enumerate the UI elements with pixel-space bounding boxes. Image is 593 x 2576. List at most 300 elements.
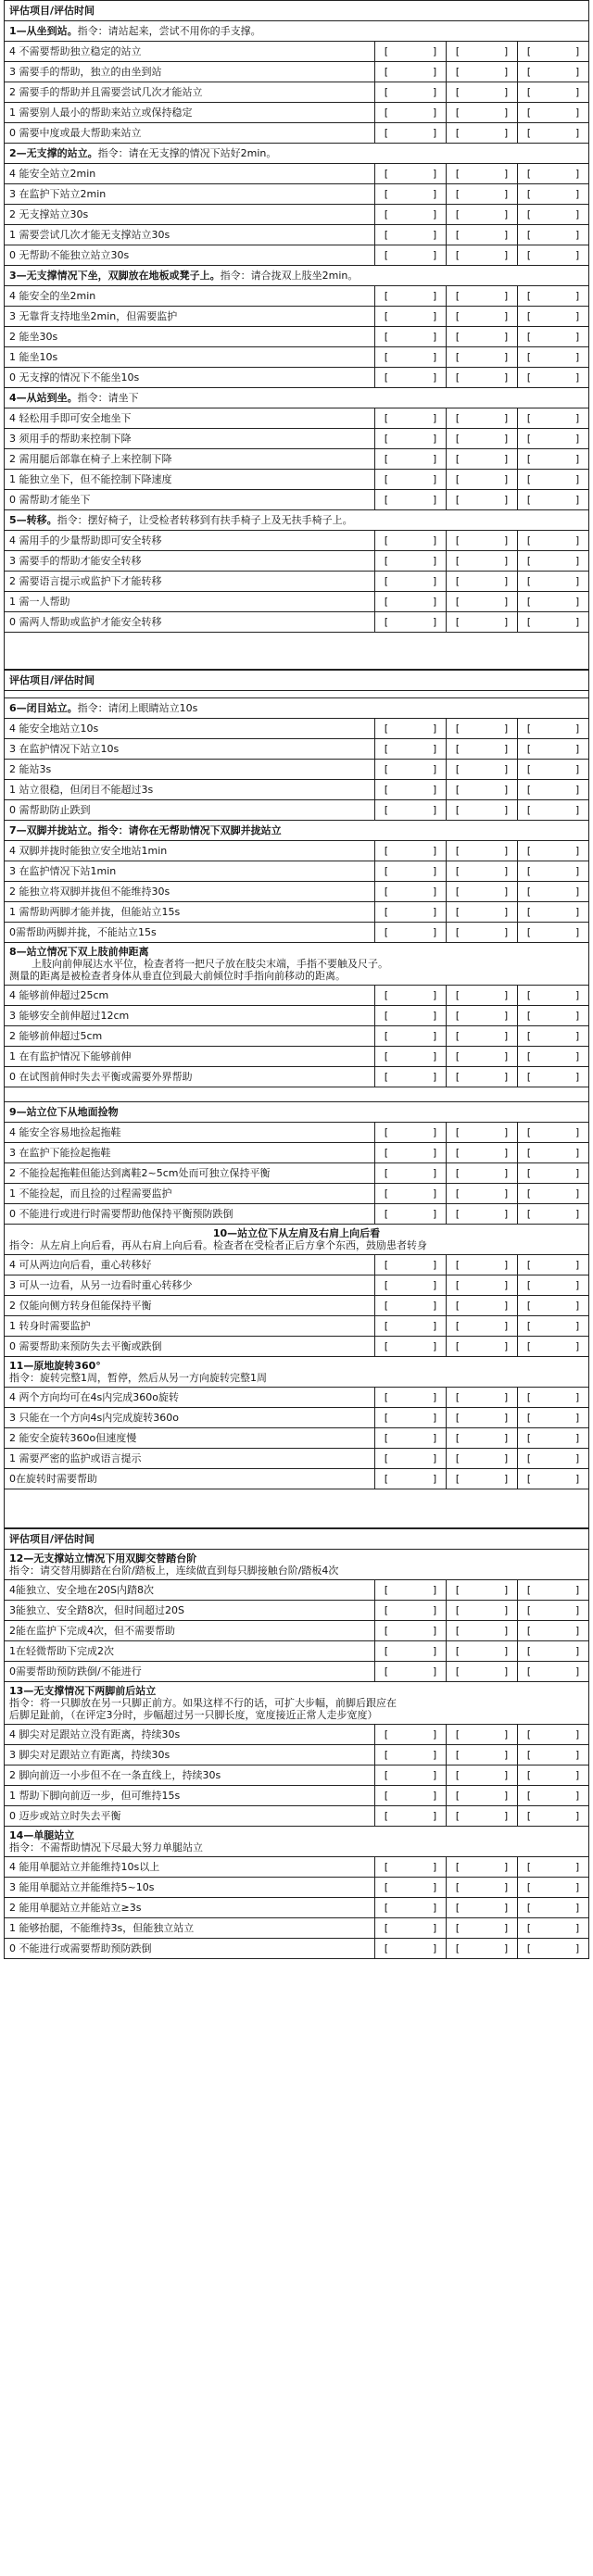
score-box[interactable]: [ ] [447,841,518,861]
score-box[interactable]: [ ] [375,82,447,103]
score-box[interactable]: [ ] [375,1275,447,1296]
item-label: 1 需要尝试几次才能无支撑站立30s [5,225,375,245]
item-label: 0 无帮助不能独立站立30s [5,245,375,266]
score-box[interactable]: [ ] [375,1123,447,1143]
score-box[interactable]: [ ] [375,1047,447,1067]
item-label: 0 需帮助才能坐下 [5,490,375,510]
score-box[interactable]: [ ] [447,103,518,123]
score-box[interactable]: [ ] [518,1388,589,1408]
score-box[interactable]: [ ] [518,449,589,470]
item-label: 3 可从一边看，从另一边看时重心转移少 [5,1275,375,1296]
spacer [5,691,589,698]
score-box[interactable]: [ ] [375,1316,447,1337]
score-box[interactable]: [ ] [447,1725,518,1745]
item-label: 0需要帮助预防跌倒/不能进行 [5,1662,375,1682]
score-box[interactable]: [ ] [518,347,589,368]
item-label: 2 需要手的帮助并且需要尝试几次才能站立 [5,82,375,103]
score-box[interactable]: [ ] [518,1184,589,1204]
score-box[interactable]: [ ] [375,1766,447,1786]
score-box[interactable]: [ ] [447,1898,518,1918]
score-box[interactable]: [ ] [375,1878,447,1898]
section-8-title: 8—站立情况下双上肢前伸距离 上肢向前伸展达水平位，检查者将一把尺子放在肢尖末端，手指不要触及尺子。 测量的距离是被检查者身体从垂直位到最大前倾位时手指向前移动的距离。 [5,943,589,986]
item-label: 1 在有监护情况下能够前伸 [5,1047,375,1067]
score-box[interactable]: [ ] [447,327,518,347]
score-box[interactable]: [ ] [447,780,518,800]
score-box[interactable]: [ ] [375,1857,447,1878]
score-box[interactable]: [ ] [375,1296,447,1316]
score-box[interactable]: [ ] [518,882,589,902]
section-13-title: 13—无支撑情况下两脚前后站立 指令：将一只脚放在另一只脚正前方。如果这样不行的话，可扩大步幅，前脚后跟应在 后脚足趾前，（在评定3分时，步幅超过另一只脚长度，宽度接近正常人走步宽度） [5,1682,589,1725]
score-box[interactable]: [ ] [375,1143,447,1163]
score-box[interactable]: [ ] [518,800,589,821]
item-label: 1 能独立坐下，但不能控制下降速度 [5,470,375,490]
score-box[interactable]: [ ] [447,205,518,225]
score-box[interactable]: [ ] [375,841,447,861]
score-box[interactable]: [ ] [518,1766,589,1786]
score-box[interactable]: [ ] [518,923,589,943]
score-box[interactable]: [ ] [375,1026,447,1047]
score-box[interactable]: [ ] [518,1725,589,1745]
score-box[interactable]: [ ] [518,1580,589,1601]
section-9-title: 9—站立位下从地面捡物 [5,1102,589,1123]
score-box[interactable]: [ ] [447,1006,518,1026]
score-box[interactable]: [ ] [518,62,589,82]
score-box[interactable]: [ ] [375,882,447,902]
score-box[interactable]: [ ] [447,592,518,612]
score-box[interactable]: [ ] [375,1204,447,1225]
score-box[interactable]: [ ] [518,1123,589,1143]
item-label: 4 需用手的少量帮助即可安全转移 [5,531,375,551]
section-10-title: 10—站立位下从左肩及右肩上向后看 指令：从左肩上向后看，再从右肩上向后看。检查者在受检者正后方拿个东西，鼓励患者转身 [5,1225,589,1255]
score-box[interactable]: [ ] [375,1939,447,1959]
score-box[interactable]: [ ] [447,1143,518,1163]
section-6-title: 6—闭目站立。指令：请闭上眼睛站立10s [5,698,589,719]
score-box[interactable]: [ ] [518,286,589,307]
score-box[interactable]: [ ] [375,923,447,943]
score-box[interactable]: [ ] [447,1469,518,1489]
item-label: 2 能用单腿站立并能站立≥3s [5,1898,375,1918]
score-box[interactable]: [ ] [447,612,518,633]
item-label: 0 不能进行或进行时需要帮助他保持平衡预防跌倒 [5,1204,375,1225]
score-box[interactable]: [ ] [447,1766,518,1786]
score-box[interactable]: [ ] [518,1806,589,1827]
score-box[interactable]: [ ] [375,1163,447,1184]
item-label: 3 在监护情况下站1min [5,861,375,882]
score-box[interactable]: [ ] [447,1806,518,1827]
score-box[interactable]: [ ] [447,449,518,470]
score-box[interactable]: [ ] [518,470,589,490]
score-box[interactable]: [ ] [447,1296,518,1316]
score-box[interactable]: [ ] [447,470,518,490]
score-box[interactable]: [ ] [375,368,447,388]
item-label: 3 脚尖对足跟站立有距离，持续30s [5,1745,375,1766]
item-label: 2 脚向前迈一小步但不在一条直线上，持续30s [5,1766,375,1786]
score-box[interactable]: [ ] [447,1408,518,1428]
score-box[interactable]: [ ] [518,902,589,923]
score-box[interactable]: [ ] [447,286,518,307]
item-label: 2 能安全旋转360o但速度慢 [5,1428,375,1449]
score-box[interactable]: [ ] [518,1621,589,1641]
score-box[interactable]: [ ] [375,551,447,572]
score-box[interactable]: [ ] [518,368,589,388]
score-box[interactable]: [ ] [375,739,447,760]
item-label: 2 能站3s [5,760,375,780]
score-box[interactable]: [ ] [447,1918,518,1939]
score-box[interactable]: [ ] [447,408,518,429]
section-12-title: 12—无支撑站立情况下用双脚交替踏台阶 指令：请交替用脚踏在台阶/踏板上，连续做直到每只脚接触台阶/踏板4次 [5,1550,589,1580]
item-label: 3 在监护下站立2min [5,184,375,205]
item-label: 4 脚尖对足跟站立没有距离，持续30s [5,1725,375,1745]
score-box[interactable]: [ ] [375,1745,447,1766]
score-box[interactable]: [ ] [518,327,589,347]
score-box[interactable]: [ ] [518,1786,589,1806]
score-box[interactable]: [ ] [518,1316,589,1337]
item-label: 0 需要中度或最大帮助来站立 [5,123,375,144]
score-box[interactable]: [ ] [375,1469,447,1489]
score-box[interactable]: [ ] [375,1006,447,1026]
score-box[interactable]: [ ] [447,368,518,388]
table-header: 评估项目/评估时间 [5,671,589,691]
score-box[interactable]: [ ] [375,572,447,592]
score-box[interactable]: [ ] [447,225,518,245]
item-label: 1 需一人帮助 [5,592,375,612]
score-box[interactable]: [ ] [447,902,518,923]
score-box[interactable]: [ ] [447,1204,518,1225]
item-label: 2 无支撑站立30s [5,205,375,225]
item-label: 0 需两人帮助或监护才能安全转移 [5,612,375,633]
score-box[interactable]: [ ] [447,1255,518,1275]
item-label: 4能独立、安全地在20S内踏8次 [5,1580,375,1601]
table-header: 评估项目/评估时间 [5,1529,589,1550]
score-box[interactable]: [ ] [375,103,447,123]
score-box[interactable]: [ ] [447,1163,518,1184]
score-box[interactable]: [ ] [518,1641,589,1662]
spacer [5,633,589,670]
section-11-title: 11—原地旋转360° 指令：旋转完整1周，暂停，然后从另一方向旋转完整1周 [5,1357,589,1388]
score-box[interactable]: [ ] [375,1184,447,1204]
score-box[interactable]: [ ] [447,1428,518,1449]
score-box[interactable]: [ ] [447,123,518,144]
score-box[interactable]: [ ] [375,612,447,633]
score-box[interactable]: [ ] [375,719,447,739]
score-box[interactable]: [ ] [518,1337,589,1357]
score-box[interactable]: [ ] [518,42,589,62]
item-label: 2 需用腿后部靠在椅子上来控制下降 [5,449,375,470]
item-label: 1 需要严密的监护或语言提示 [5,1449,375,1469]
score-box[interactable]: [ ] [518,551,589,572]
score-box[interactable]: [ ] [447,1641,518,1662]
score-box[interactable]: [ ] [518,1047,589,1067]
score-box[interactable]: [ ] [518,1601,589,1621]
item-label: 2 能够前伸超过5cm [5,1026,375,1047]
item-label: 0在旋转时需要帮助 [5,1469,375,1489]
spacer [5,1489,589,1528]
score-box[interactable]: [ ] [447,531,518,551]
score-box[interactable]: [ ] [375,62,447,82]
score-box[interactable]: [ ] [375,1255,447,1275]
item-label: 4 能安全站立2min [5,164,375,184]
score-box[interactable]: [ ] [375,490,447,510]
score-box[interactable]: [ ] [375,1918,447,1939]
score-box[interactable]: [ ] [375,1067,447,1087]
score-box[interactable]: [ ] [447,1184,518,1204]
section-3-title: 3—无支撑情况下坐，双脚放在地板或凳子上。指令：请合拢双上肢坐2min。 [5,266,589,286]
score-box[interactable]: [ ] [447,1275,518,1296]
score-box[interactable]: [ ] [447,245,518,266]
score-box[interactable]: [ ] [375,1580,447,1601]
score-box[interactable]: [ ] [375,1388,447,1408]
section-14-title: 14—单腿站立 指令：不需帮助情况下尽最大努力单腿站立 [5,1827,589,1857]
score-box[interactable]: [ ] [518,164,589,184]
item-label: 0 在试图前伸时失去平衡或需要外界帮助 [5,1067,375,1087]
score-box[interactable]: [ ] [518,408,589,429]
score-box[interactable]: [ ] [518,1026,589,1047]
item-label: 4 能安全地站立10s [5,719,375,739]
section-7-title: 7—双脚并拢站立。指令：请你在无帮助情况下双脚并拢站立 [5,821,589,841]
score-box[interactable]: [ ] [447,800,518,821]
score-box[interactable]: [ ] [375,1786,447,1806]
item-label: 3 能用单腿站立并能维持5~10s [5,1878,375,1898]
item-label: 4 可从两边向后看，重心转移好 [5,1255,375,1275]
score-box[interactable]: [ ] [375,449,447,470]
score-box[interactable]: [ ] [518,1296,589,1316]
item-label: 1 转身时需要监护 [5,1316,375,1337]
score-box[interactable]: [ ] [375,1621,447,1641]
score-box[interactable]: [ ] [518,245,589,266]
score-box[interactable]: [ ] [447,1316,518,1337]
score-box[interactable]: [ ] [447,719,518,739]
assessment-table-2 [4,670,589,1528]
item-label: 4 双脚并拢时能独立安全地站1min [5,841,375,861]
section-1-title: 1—从坐到站。指令：请站起来，尝试不用你的手支撑。 [5,21,589,42]
score-box[interactable]: [ ] [375,429,447,449]
score-box[interactable]: [ ] [447,184,518,205]
score-box[interactable]: [ ] [518,103,589,123]
item-label: 0 需要帮助来预防失去平衡或跌倒 [5,1337,375,1357]
score-box[interactable]: [ ] [447,1878,518,1898]
score-box[interactable]: [ ] [375,902,447,923]
score-box[interactable]: [ ] [447,760,518,780]
section-5-title: 5—转移。指令：摆好椅子，让受检者转移到有扶手椅子上及无扶手椅子上。 [5,510,589,531]
score-box[interactable]: [ ] [447,307,518,327]
item-label: 4 轻松用手即可安全地坐下 [5,408,375,429]
score-box[interactable]: [ ] [375,592,447,612]
item-label: 0 迈步或站立时失去平衡 [5,1806,375,1827]
score-box[interactable]: [ ] [447,490,518,510]
item-label: 1在轻微帮助下完成2次 [5,1641,375,1662]
item-label: 2能在监护下完成4次，但不需要帮助 [5,1621,375,1641]
score-box[interactable]: [ ] [518,1469,589,1489]
score-box[interactable]: [ ] [518,1745,589,1766]
item-label: 3 能够安全前伸超过12cm [5,1006,375,1026]
score-box[interactable]: [ ] [518,1255,589,1275]
assessment-table-3 [4,1528,589,1959]
score-box[interactable]: [ ] [518,1143,589,1163]
score-box[interactable]: [ ] [518,1204,589,1225]
score-box[interactable]: [ ] [447,1621,518,1641]
score-box[interactable]: [ ] [375,470,447,490]
score-box[interactable]: [ ] [518,1662,589,1682]
score-box[interactable]: [ ] [447,1939,518,1959]
item-label: 3 需要手的帮助，独立的由坐到站 [5,62,375,82]
score-box[interactable]: [ ] [518,719,589,739]
score-box[interactable]: [ ] [375,800,447,821]
score-box[interactable]: [ ] [518,490,589,510]
score-box[interactable]: [ ] [375,1662,447,1682]
score-box[interactable]: [ ] [518,1918,589,1939]
item-label: 3 无靠背支持地坐2min，但需要监护 [5,307,375,327]
score-box[interactable]: [ ] [518,572,589,592]
score-box[interactable]: [ ] [447,1580,518,1601]
score-box[interactable]: [ ] [375,347,447,368]
assessment-table-1 [4,0,589,670]
item-label: 4 不需要帮助独立稳定的站立 [5,42,375,62]
score-box[interactable]: [ ] [518,760,589,780]
score-box[interactable]: [ ] [375,986,447,1006]
score-box[interactable]: [ ] [518,184,589,205]
item-label: 3 须用手的帮助来控制下降 [5,429,375,449]
item-label: 4 能安全的坐2min [5,286,375,307]
score-box[interactable]: [ ] [375,1408,447,1428]
score-box[interactable]: [ ] [447,347,518,368]
item-label: 4 能安全容易地捡起拖鞋 [5,1123,375,1143]
item-label: 2 需要语言提示或监护下才能转移 [5,572,375,592]
item-label: 0需帮助两脚并拢，不能站立15s [5,923,375,943]
score-box[interactable]: [ ] [375,531,447,551]
score-box[interactable]: [ ] [518,1275,589,1296]
score-box[interactable]: [ ] [375,780,447,800]
score-box[interactable]: [ ] [518,1857,589,1878]
score-box[interactable]: [ ] [518,739,589,760]
score-box[interactable]: [ ] [518,1006,589,1026]
score-box[interactable]: [ ] [447,1026,518,1047]
score-box[interactable]: [ ] [447,1786,518,1806]
score-box[interactable]: [ ] [447,1745,518,1766]
item-label: 3 只能在一个方向4s内完成旋转360o [5,1408,375,1428]
score-box[interactable]: [ ] [447,164,518,184]
score-box[interactable]: [ ] [518,1428,589,1449]
item-label: 1 能够抬腿，不能维持3s，但能独立站立 [5,1918,375,1939]
item-label: 1 站立很稳，但闭目不能超过3s [5,780,375,800]
score-box[interactable]: [ ] [375,1641,447,1662]
score-box[interactable]: [ ] [375,1898,447,1918]
score-box[interactable]: [ ] [447,1047,518,1067]
score-box[interactable]: [ ] [375,205,447,225]
score-box[interactable]: [ ] [375,408,447,429]
score-box[interactable]: [ ] [447,1067,518,1087]
item-label: 4 能够前伸超过25cm [5,986,375,1006]
score-box[interactable]: [ ] [518,1939,589,1959]
item-label: 3 在监护下能捡起拖鞋 [5,1143,375,1163]
item-label: 1 帮助下脚向前迈一步，但可维持15s [5,1786,375,1806]
item-label: 0 无支撑的情况下不能坐10s [5,368,375,388]
score-box[interactable]: [ ] [375,286,447,307]
score-box[interactable]: [ ] [375,1449,447,1469]
score-box[interactable]: [ ] [375,123,447,144]
score-box[interactable]: [ ] [447,82,518,103]
score-box[interactable]: [ ] [518,531,589,551]
spacer [5,1087,589,1102]
score-box[interactable]: [ ] [375,164,447,184]
score-box[interactable]: [ ] [518,861,589,882]
item-label: 3 在监护情况下站立10s [5,739,375,760]
score-box[interactable]: [ ] [518,612,589,633]
score-box[interactable]: [ ] [375,184,447,205]
score-box[interactable]: [ ] [447,429,518,449]
score-box[interactable]: [ ] [518,841,589,861]
score-box[interactable]: [ ] [375,1601,447,1621]
score-box[interactable]: [ ] [518,123,589,144]
score-box[interactable]: [ ] [447,986,518,1006]
score-box[interactable]: [ ] [447,572,518,592]
item-label: 0 需帮助防止跌到 [5,800,375,821]
score-box[interactable]: [ ] [447,1123,518,1143]
score-box[interactable]: [ ] [447,1601,518,1621]
item-label: 2 能独立将双脚并拢但不能维持30s [5,882,375,902]
item-label: 2 能坐30s [5,327,375,347]
berg-balance-form [4,0,589,1959]
score-box[interactable]: [ ] [518,1163,589,1184]
score-box[interactable]: [ ] [518,986,589,1006]
score-box[interactable]: [ ] [375,1428,447,1449]
item-label: 4 两个方向均可在4s内完成360o旋转 [5,1388,375,1408]
score-box[interactable]: [ ] [447,739,518,760]
score-box[interactable]: [ ] [518,82,589,103]
score-box[interactable]: [ ] [518,307,589,327]
item-label: 2 仅能向侧方转身但能保持平衡 [5,1296,375,1316]
score-box[interactable]: [ ] [375,327,447,347]
score-box[interactable]: [ ] [375,42,447,62]
score-box[interactable]: [ ] [518,225,589,245]
score-box[interactable]: [ ] [375,307,447,327]
score-box[interactable]: [ ] [375,1337,447,1357]
score-box[interactable]: [ ] [447,1337,518,1357]
score-box[interactable]: [ ] [375,1725,447,1745]
score-box[interactable]: [ ] [375,861,447,882]
score-box[interactable]: [ ] [447,1449,518,1469]
score-box[interactable]: [ ] [375,225,447,245]
score-box[interactable]: [ ] [447,861,518,882]
item-label: 3 需要手的帮助才能安全转移 [5,551,375,572]
score-box[interactable]: [ ] [447,42,518,62]
score-box[interactable]: [ ] [518,1067,589,1087]
score-box[interactable]: [ ] [518,205,589,225]
score-box[interactable]: [ ] [447,1388,518,1408]
score-box[interactable]: [ ] [447,62,518,82]
item-label: 3能独立、安全踏8次，但时间超过20S [5,1601,375,1621]
score-box[interactable]: [ ] [375,1806,447,1827]
score-box[interactable]: [ ] [518,1449,589,1469]
score-box[interactable]: [ ] [447,1662,518,1682]
item-label: 1 需要别人最小的帮助来站立或保持稳定 [5,103,375,123]
score-box[interactable]: [ ] [447,551,518,572]
score-box[interactable]: [ ] [518,780,589,800]
score-box[interactable]: [ ] [518,1878,589,1898]
score-box[interactable]: [ ] [518,429,589,449]
score-box[interactable]: [ ] [375,245,447,266]
score-box[interactable]: [ ] [518,1898,589,1918]
table-header: 评估项目/评估时间 [5,1,589,21]
score-box[interactable]: [ ] [518,592,589,612]
item-label: 4 能用单腿站立并能维持10s以上 [5,1857,375,1878]
score-box[interactable]: [ ] [518,1408,589,1428]
item-label: 1 能坐10s [5,347,375,368]
section-2-title: 2—无支撑的站立。指令：请在无支撑的情况下站好2min。 [5,144,589,164]
score-box[interactable]: [ ] [447,923,518,943]
score-box[interactable]: [ ] [447,882,518,902]
score-box[interactable]: [ ] [447,1857,518,1878]
score-box[interactable]: [ ] [375,760,447,780]
